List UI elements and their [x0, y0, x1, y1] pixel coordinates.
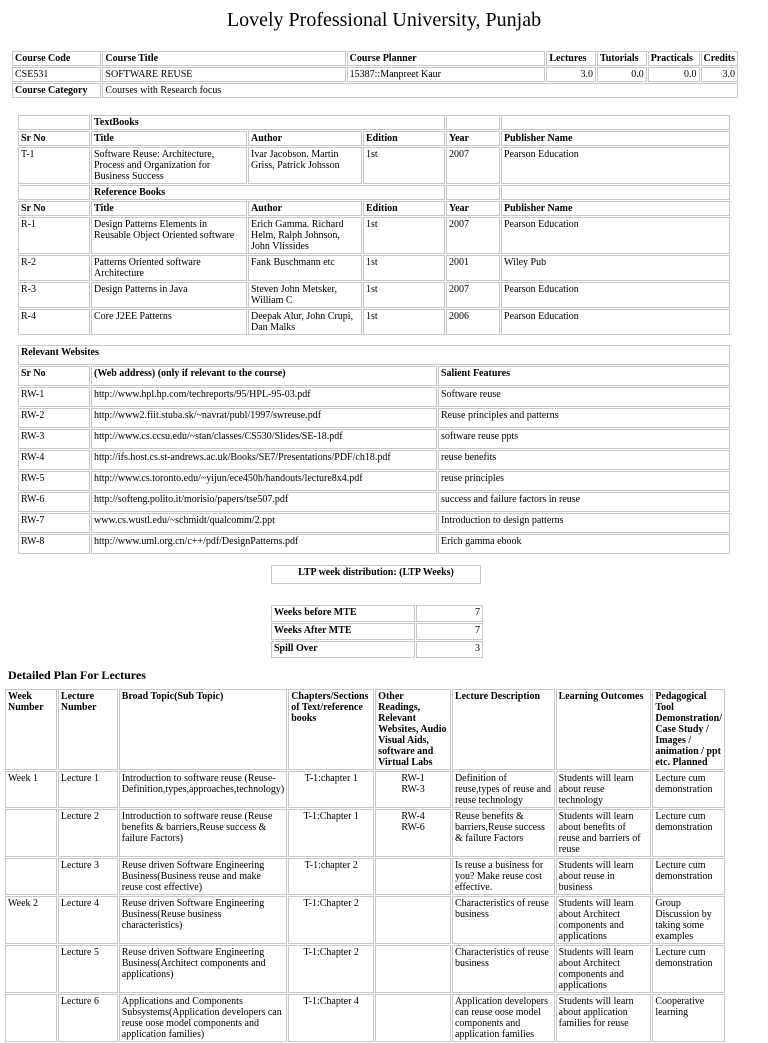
week-number: [5, 809, 57, 857]
author: Ivar Jacobson. Martin Griss, Patrick Johsson: [248, 147, 362, 184]
reference_books-section-row: [18, 185, 730, 200]
plan-header-row: [5, 689, 725, 770]
sr-no: RW-3: [18, 429, 90, 449]
lecture-description: Definition of reuse,types of reuse and reuse technology: [452, 771, 555, 808]
textbooks-section-empty: [446, 115, 500, 130]
ltp-value: 3: [416, 641, 483, 658]
sr-no: R-4: [18, 309, 90, 335]
lecture-number: Lecture 6: [58, 994, 118, 1042]
salient-features: Reuse principles and patterns: [438, 408, 730, 428]
course-header-row: [12, 51, 738, 66]
broad-topic: Reuse driven Software Engineering Business(Business reuse and make reuse cost effective): [119, 858, 287, 895]
author-header: Author: [248, 201, 362, 216]
learning-outcomes: Students will learn about reuse in business: [556, 858, 652, 895]
lecture-description-header: Lecture Description: [452, 689, 555, 770]
lecture-description: Reuse benefits & barriers,Reuse success & failure Factors: [452, 809, 555, 857]
textbooks-section-spacer: [18, 115, 90, 130]
learning-outcomes: Students will learn about Architect components and applications: [556, 945, 652, 993]
ltp-row: [271, 641, 483, 658]
pedagogical-tool: Lecture cum demonstration: [652, 858, 725, 895]
sr-no: RW-1: [18, 387, 90, 407]
web-address: http://softeng.polito.it/morisio/papers/tse507.pdf: [91, 492, 437, 512]
sr-no: R-1: [18, 217, 90, 254]
lectures-header: Lectures: [546, 51, 596, 66]
ltp-table: [270, 604, 484, 659]
lecture-plan-table: [4, 688, 726, 1043]
websites-section-row: [18, 345, 730, 365]
other-readings: [375, 858, 451, 895]
websites-header-row: [18, 366, 730, 386]
course-category: Courses with Research focus: [102, 83, 738, 98]
ltp-value: 7: [416, 605, 483, 622]
edition: 1st: [363, 217, 445, 254]
pedagogical-tool: Lecture cum demonstration: [652, 771, 725, 808]
ltp-value: 7: [416, 623, 483, 640]
week-number: [5, 945, 57, 993]
broad-topic: Introduction to software reuse (Reuse benefits & barriers,Reuse success & failure Factors): [119, 809, 287, 857]
textbooks-section-title: TextBooks: [91, 115, 445, 130]
website-row: [18, 429, 730, 449]
edition: 1st: [363, 282, 445, 308]
title-header: Title: [91, 131, 247, 146]
learning-outcomes: Students will learn about benefits of reuse and barriers of reuse: [556, 809, 652, 857]
lecture-plan-heading: Detailed Plan For Lectures: [8, 668, 146, 682]
week-number: [5, 994, 57, 1042]
lecture-number: Lecture 2: [58, 809, 118, 857]
practicals-header: Practicals: [648, 51, 700, 66]
tutorials-value: 0.0: [597, 67, 647, 82]
lecture-description: Application developers can reuse oose model components and application families: [452, 994, 555, 1042]
publisher-name: Pearson Education: [501, 309, 730, 335]
ltp-heading-table: [270, 564, 482, 585]
web-address: www.cs.wustl.edu/~schmidt/qualcomm/2.ppt: [91, 513, 437, 533]
publisher-name: Wiley Pub: [501, 255, 730, 281]
course-title: SOFTWARE REUSE: [102, 67, 345, 82]
lecture-number-header: Lecture Number: [58, 689, 118, 770]
web-address: http://www.hpl.hp.com/techreports/95/HPL-95-03.pdf: [91, 387, 437, 407]
broad-topic: Applications and Components Subsystems(Application developers can reuse oose model components and application families): [119, 994, 287, 1042]
website-row: [18, 387, 730, 407]
author: Fank Buschmann etc: [248, 255, 362, 281]
course-code-header: Course Code: [12, 51, 101, 66]
broad-topic: Introduction to software reuse (Reuse-Definition,types,approaches,technology): [119, 771, 287, 808]
web-address: http://ifs.host.cs.st-andrews.ac.uk/Books/SE7/Presentations/PDF/ch18.pdf: [91, 450, 437, 470]
lecture-number: Lecture 1: [58, 771, 118, 808]
ltp-row: [271, 623, 483, 640]
week-number: Week 2: [5, 896, 57, 944]
lecture-row: [5, 809, 725, 857]
reference_books-row: [18, 217, 730, 254]
edition: 1st: [363, 147, 445, 184]
salient-features: Introduction to design patterns: [438, 513, 730, 533]
page-title: Lovely Professional University, Punjab: [226, 9, 542, 31]
learning-outcomes: Students will learn about reuse technology: [556, 771, 652, 808]
web-address: http://www.uml.org.cn/c++/pdf/DesignPatterns.pdf: [91, 534, 437, 554]
reference_books-row: [18, 282, 730, 308]
course-code: CSE531: [12, 67, 101, 82]
reference_books-section-spacer: [18, 185, 90, 200]
year-header: Year: [446, 131, 500, 146]
author-header: Author: [248, 131, 362, 146]
pedagogical-tool: Lecture cum demonstration: [652, 809, 725, 857]
sr-no: R-3: [18, 282, 90, 308]
week-number: [5, 858, 57, 895]
other-readings-header: Other Readings, Relevant Websites, Audio Visual Aids, software and Virtual Labs: [375, 689, 451, 770]
sr-no: RW-6: [18, 492, 90, 512]
credits-value: 3.0: [701, 67, 738, 82]
sr-no-header: Sr No: [18, 366, 90, 386]
tutorials-header: Tutorials: [597, 51, 647, 66]
textbooks-section-row: [18, 115, 730, 130]
year: 2001: [446, 255, 500, 281]
chapters: T-1:chapter 1: [288, 771, 374, 808]
publisher-name-header: Publisher Name: [501, 131, 730, 146]
lecture-description: Is reuse a business for you? Make reuse cost effective.: [452, 858, 555, 895]
pedagogical-tool: Cooperative learning: [652, 994, 725, 1042]
publisher-name: Pearson Education: [501, 282, 730, 308]
ltp-label: Spill Over: [271, 641, 415, 658]
web-address: http://www.cs.toronto.edu/~yijun/ece450h/handouts/lecture8x4.pdf: [91, 471, 437, 491]
week-number: Week 1: [5, 771, 57, 808]
books-table: [17, 114, 731, 336]
publisher-name-header: Publisher Name: [501, 201, 730, 216]
course-values-row: [12, 67, 738, 82]
pedagogical-tool-header: Pedagogical Tool Demonstration/ Case Study / Images / animation / ppt etc. Planned: [652, 689, 725, 770]
edition-header: Edition: [363, 201, 445, 216]
sr-no: R-2: [18, 255, 90, 281]
textbooks-section-empty: [501, 115, 730, 130]
edition-header: Edition: [363, 131, 445, 146]
other-readings: [375, 945, 451, 993]
course-category-row: [12, 83, 738, 98]
ltp-label: Weeks before MTE: [271, 605, 415, 622]
salient-features-header: Salient Features: [438, 366, 730, 386]
reference_books-section-empty: [446, 185, 500, 200]
title: Patterns Oriented software Architecture: [91, 255, 247, 281]
textbooks-row: [18, 147, 730, 184]
author: Deepak Alur, John Crupi, Dan Malks: [248, 309, 362, 335]
reference_books-section-title: Reference Books: [91, 185, 445, 200]
pedagogical-tool: Group Discussion by taking some examples: [652, 896, 725, 944]
chapters: T-1:Chapter 1: [288, 809, 374, 857]
lecture-row: [5, 994, 725, 1042]
course-info-table: [11, 50, 739, 99]
practicals-value: 0.0: [648, 67, 700, 82]
lecture-description: Characteristics of reuse business: [452, 945, 555, 993]
ltp-heading: LTP week distribution: (LTP Weeks): [271, 565, 481, 584]
sr-no: T-1: [18, 147, 90, 184]
ltp-row: [271, 605, 483, 622]
textbooks-header-row: [18, 131, 730, 146]
reference_books-header-row: [18, 201, 730, 216]
website-row: [18, 450, 730, 470]
credits-header: Credits: [701, 51, 738, 66]
sr-no-header: Sr No: [18, 201, 90, 216]
salient-features: Software reuse: [438, 387, 730, 407]
chapters: T-1:Chapter 2: [288, 896, 374, 944]
website-row: [18, 513, 730, 533]
chapters: T-1:Chapter 2: [288, 945, 374, 993]
salient-features: software reuse ppts: [438, 429, 730, 449]
lecture-number: Lecture 5: [58, 945, 118, 993]
learning-outcomes-header: Learning Outcomes: [556, 689, 652, 770]
course-category-label: Course Category: [12, 83, 101, 98]
broad-topic: Reuse driven Software Engineering Business(Architect components and applications): [119, 945, 287, 993]
website-row: [18, 471, 730, 491]
lectures-value: 3.0: [546, 67, 596, 82]
pedagogical-tool: Lecture cum demonstration: [652, 945, 725, 993]
year: 2007: [446, 282, 500, 308]
title: Software Reuse: Architecture, Process and Organization for Business Success: [91, 147, 247, 184]
web-address: http://www.cs.ccsu.edu/~stan/classes/CS530/Slides/SE-18.pdf: [91, 429, 437, 449]
learning-outcomes: Students will learn about Architect components and applications: [556, 896, 652, 944]
sr-no: RW-4: [18, 450, 90, 470]
lecture-description: Characteristics of reuse business: [452, 896, 555, 944]
other-readings: [375, 896, 451, 944]
course-planner-header: Course Planner: [347, 51, 546, 66]
year-header: Year: [446, 201, 500, 216]
other-readings: RW-1 RW-3: [375, 771, 451, 808]
learning-outcomes: Students will learn about application families for reuse: [556, 994, 652, 1042]
broad-topic: Reuse driven Software Engineering Business(Reuse business characteristics): [119, 896, 287, 944]
web-address: http://www2.fiit.stuba.sk/~navrat/publ/1997/swreuse.pdf: [91, 408, 437, 428]
author: Erich Gamma. Richard Helm, Ralph Johnson, John Vlissides: [248, 217, 362, 254]
course-planner: 15387::Manpreet Kaur: [347, 67, 546, 82]
reference_books-section-empty: [501, 185, 730, 200]
sr-no-header: Sr No: [18, 131, 90, 146]
edition: 1st: [363, 255, 445, 281]
year: 2007: [446, 147, 500, 184]
website-row: [18, 492, 730, 512]
sr-no: RW-8: [18, 534, 90, 554]
lecture-number: Lecture 4: [58, 896, 118, 944]
reference_books-row: [18, 255, 730, 281]
broad-topic-header: Broad Topic(Sub Topic): [119, 689, 287, 770]
other-readings: [375, 994, 451, 1042]
sr-no: RW-5: [18, 471, 90, 491]
lecture-row: [5, 945, 725, 993]
publisher-name: Pearson Education: [501, 217, 730, 254]
author: Steven John Metsker, William C: [248, 282, 362, 308]
sr-no: RW-7: [18, 513, 90, 533]
lecture-number: Lecture 3: [58, 858, 118, 895]
week-number-header: Week Number: [5, 689, 57, 770]
title-header: Title: [91, 201, 247, 216]
year: 2007: [446, 217, 500, 254]
websites-section-title: Relevant Websites: [18, 345, 730, 365]
publisher-name: Pearson Education: [501, 147, 730, 184]
lecture-row: [5, 858, 725, 895]
other-readings: RW-4 RW-6: [375, 809, 451, 857]
edition: 1st: [363, 309, 445, 335]
title: Core J2EE Patterns: [91, 309, 247, 335]
sr-no: RW-2: [18, 408, 90, 428]
salient-features: Erich gamma ebook: [438, 534, 730, 554]
lecture-row: [5, 896, 725, 944]
course-title-header: Course Title: [102, 51, 345, 66]
website-row: [18, 408, 730, 428]
ltp-label: Weeks After MTE: [271, 623, 415, 640]
web-address-header: (Web address) (only if relevant to the course): [91, 366, 437, 386]
salient-features: success and failure factors in reuse: [438, 492, 730, 512]
year: 2006: [446, 309, 500, 335]
chapters-header: Chapters/Sections of Text/reference books: [288, 689, 374, 770]
reference_books-row: [18, 309, 730, 335]
chapters: T-1:chapter 2: [288, 858, 374, 895]
title: Design Patterns in Java: [91, 282, 247, 308]
salient-features: reuse benefits: [438, 450, 730, 470]
lecture-row: [5, 771, 725, 808]
websites-table: [17, 344, 731, 555]
chapters: T-1:Chapter 4: [288, 994, 374, 1042]
website-row: [18, 534, 730, 554]
title: Design Patterns Elements in Reusable Object Oriented software: [91, 217, 247, 254]
salient-features: reuse principles: [438, 471, 730, 491]
